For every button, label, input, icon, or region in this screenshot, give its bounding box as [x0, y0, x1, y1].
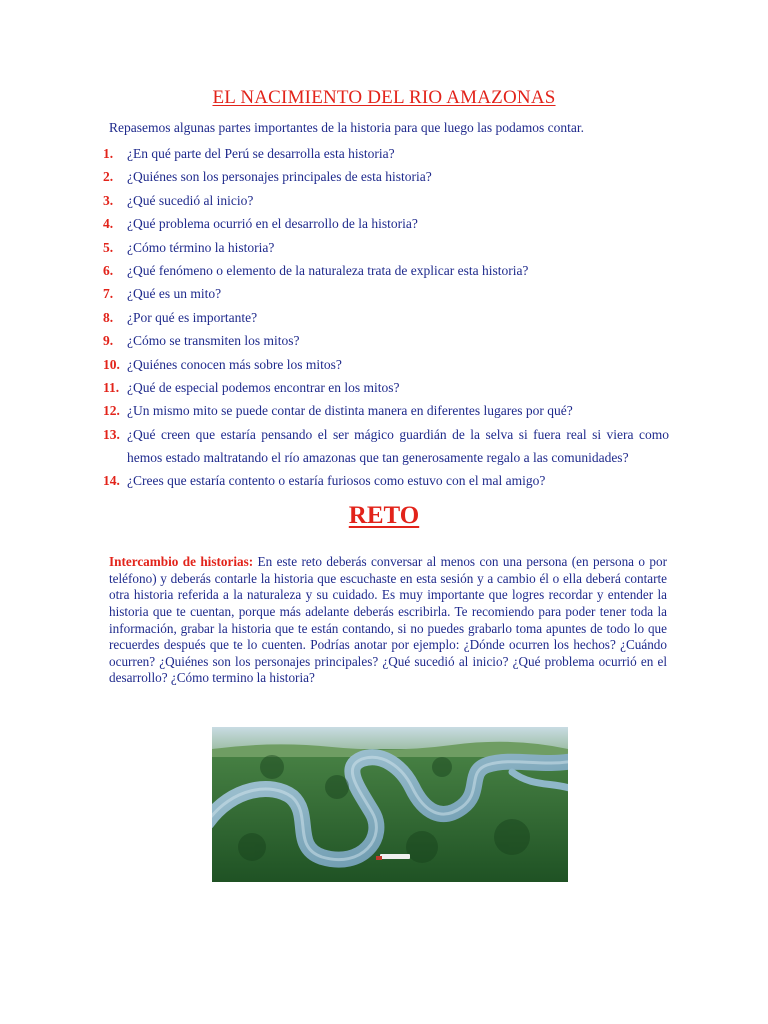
intro-text: Repasemos algunas partes importantes de la historia para que luego las podamos contar. [109, 120, 584, 135]
question-number: 4. [103, 216, 114, 232]
list-item [103, 473, 678, 496]
question-text: ¿Cómo término la historia? [127, 239, 275, 255]
question-number: 11. [103, 379, 120, 395]
question-text: ¿Qué creen que estaría pensando el ser mágico guardián de la selva si fuera real si viera como hemos estado maltratando el río amazonas que tan generosamente regalo a las comunidades? [127, 426, 669, 466]
question-number: 9. [103, 333, 114, 349]
question-number: 5. [103, 239, 114, 255]
question-number: 14. [103, 473, 120, 489]
question-text: ¿Un mismo mito se puede contar de distinta manera en diferentes lugares por qué? [127, 403, 573, 419]
question-number: 8. [103, 309, 114, 325]
question-number: 10. [103, 356, 120, 372]
reto-heading: RETO [348, 502, 420, 529]
reto-body: En este reto deberás conversar al menos con una persona (en persona o por teléfono) y deberás contarle la historia que escuchaste en esta sesión y a cambio él o ella deberá contarte otra historia referida a la naturaleza y su cuidado. Es muy importante que logres recordar y entender la historia que te cuentan, porque más adelante deberás escribirla. Te recomiendo para poder tener toda la información, grabar la historia que te están contando, si no puedes grabarlo toma apuntes de todo lo que recuerdes después que te lo cuenten. Podrías anotar por ejemplo: ¿Dónde ocurren los hechos? ¿Cuándo ocurren? ¿Quiénes son los personajes principales? ¿Qué sucedió al inicio? ¿Qué problema ocurrió en el desarrollo? ¿Cómo termino la historia? [109, 554, 667, 686]
river-illustration [212, 727, 568, 882]
reto-paragraph [109, 554, 667, 687]
reto-lead: Intercambio de historias: [109, 554, 254, 570]
question-text: ¿Crees que estaría contento o estaría furiosos como estuvo con el mal amigo? [127, 473, 546, 489]
question-text: ¿Quiénes son los personajes principales de esta historia? [127, 169, 432, 185]
question-text: ¿Qué es un mito? [127, 286, 222, 302]
question-number: 13. [103, 426, 120, 442]
page-title: EL NACIMIENTO DEL RIO AMAZONAS [212, 87, 556, 108]
question-number: 12. [103, 403, 120, 419]
question-number: 2. [103, 169, 114, 185]
question-text: ¿Qué fenómeno o elemento de la naturaleza trata de explicar esta historia? [127, 262, 529, 278]
question-text: ¿En qué parte del Perú se desarrolla esta historia? [127, 146, 395, 161]
question-text: ¿Qué sucedió al inicio? [127, 192, 254, 208]
question-number: 6. [103, 262, 114, 278]
question-number: 1. [103, 146, 114, 161]
question-number: 7. [103, 286, 114, 302]
question-text: ¿Por qué es importante? [127, 309, 258, 325]
list-item [103, 427, 678, 474]
question-number: 3. [103, 192, 114, 208]
question-text: ¿Cómo se transmiten los mitos? [127, 333, 300, 349]
question-text: ¿Qué de especial podemos encontrar en los mitos? [127, 379, 400, 395]
question-list [103, 146, 678, 497]
question-text: ¿Qué problema ocurrió en el desarrollo de la historia? [127, 216, 418, 232]
amazon-river-photo [212, 727, 568, 882]
question-text: ¿Quiénes conocen más sobre los mitos? [127, 356, 342, 372]
